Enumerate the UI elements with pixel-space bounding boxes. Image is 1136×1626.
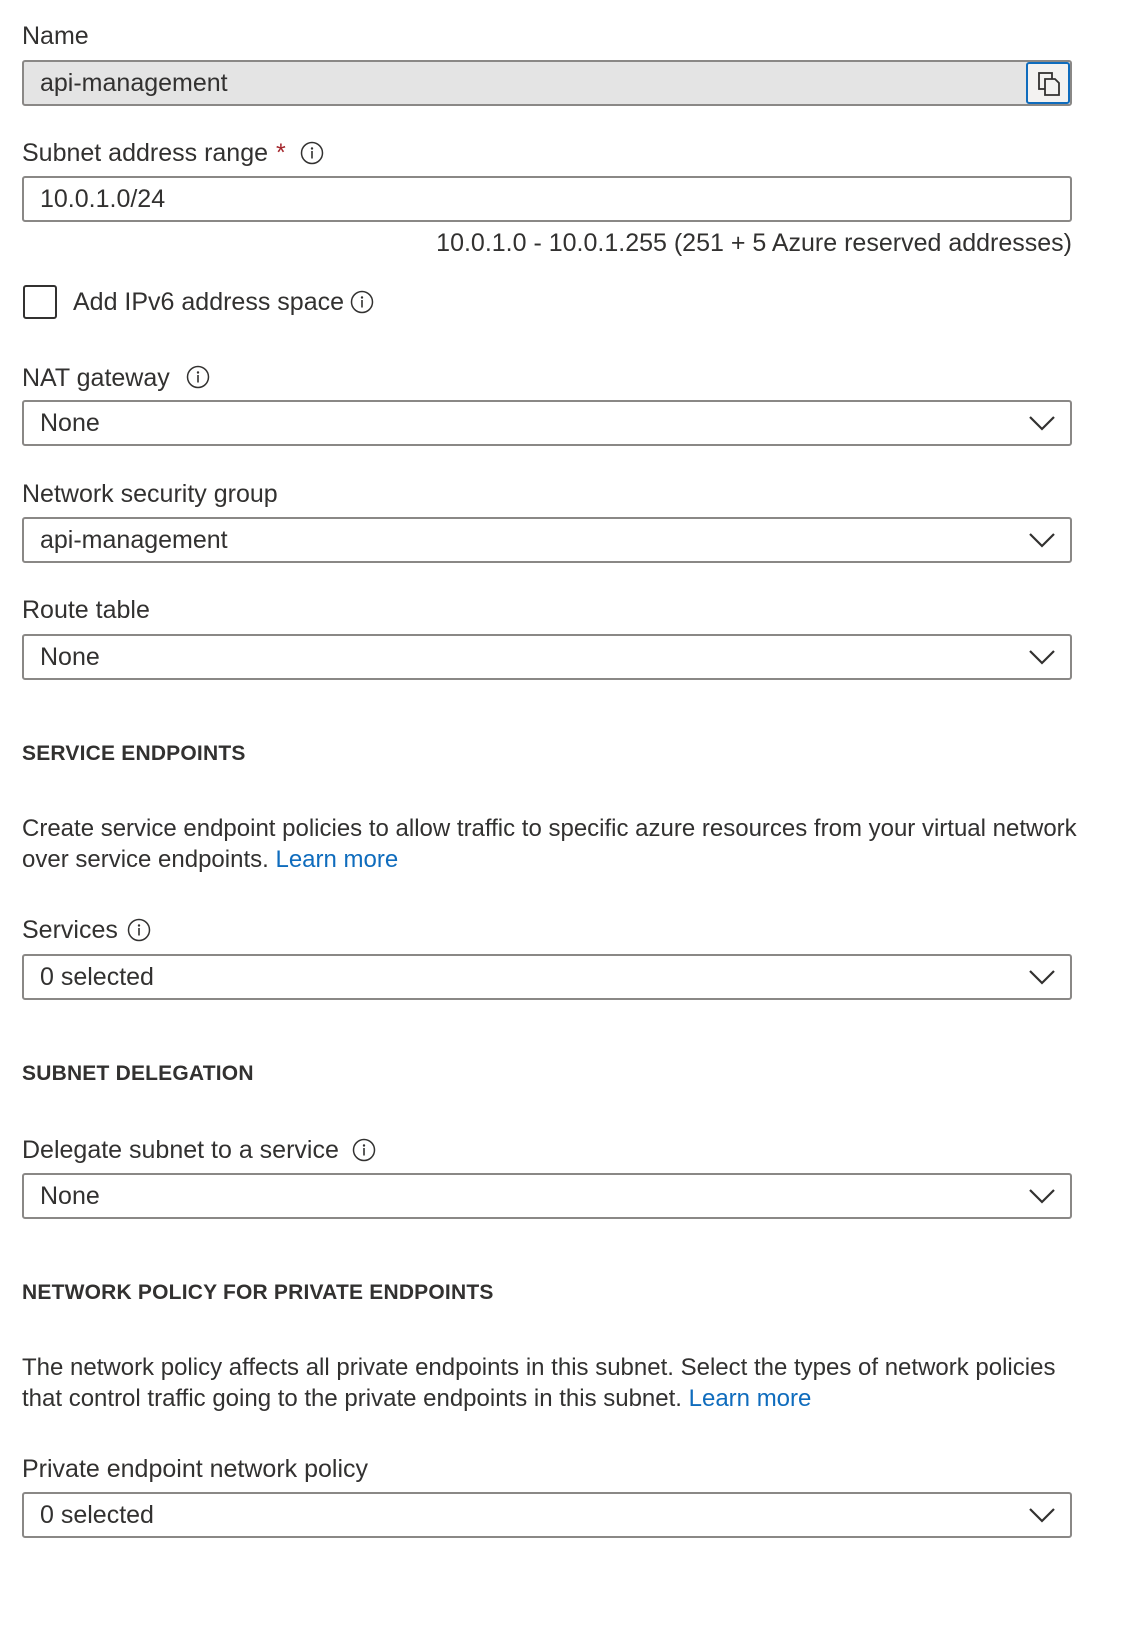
info-icon[interactable] <box>352 1138 376 1162</box>
nat-gateway-value: None <box>40 409 100 437</box>
services-label: Services <box>22 916 118 944</box>
private-endpoints-title: NETWORK POLICY FOR PRIVATE ENDPOINTS <box>22 1281 494 1304</box>
services-dropdown[interactable] <box>22 954 1072 1000</box>
private-endpoints-description <box>22 1352 1102 1414</box>
copy-icon <box>1037 71 1061 97</box>
nsg-dropdown[interactable] <box>22 517 1072 563</box>
info-icon[interactable] <box>127 918 151 942</box>
nsg-label: Network security group <box>22 480 278 508</box>
private-endpoint-policy-label: Private endpoint network policy <box>22 1455 369 1483</box>
route-table-label: Route table <box>22 596 150 624</box>
delegate-subnet-dropdown[interactable] <box>22 1173 1072 1219</box>
nsg-value: api-management <box>40 526 228 554</box>
nat-gateway-dropdown[interactable] <box>22 400 1072 446</box>
nat-gateway-label: NAT gateway <box>22 364 170 392</box>
private-endpoints-description-text: The network policy affects all private endpoints in this subnet. Select the types of network policies that control traffic going to the private endpoints in this subnet. <box>22 1354 1056 1412</box>
required-mark: * <box>276 139 286 167</box>
route-table-value: None <box>40 643 100 671</box>
delegate-subnet-label: Delegate subnet to a service <box>22 1136 339 1164</box>
private-endpoint-policy-value: 0 selected <box>40 1501 154 1529</box>
chevron-down-icon <box>1028 531 1056 549</box>
info-icon[interactable] <box>186 365 210 389</box>
name-label: Name <box>22 22 89 50</box>
services-value: 0 selected <box>40 963 154 991</box>
learn-more-link[interactable]: Learn more <box>275 846 399 873</box>
chevron-down-icon <box>1028 648 1056 666</box>
route-table-dropdown[interactable] <box>22 634 1072 680</box>
ipv6-label: Add IPv6 address space <box>73 288 344 316</box>
subnet-range-label <box>22 138 286 168</box>
service-endpoints-description <box>22 813 1102 875</box>
ipv6-checkbox[interactable] <box>23 285 57 319</box>
chevron-down-icon <box>1028 1187 1056 1205</box>
subnet-delegation-title: SUBNET DELEGATION <box>22 1062 254 1085</box>
info-icon[interactable] <box>350 290 374 314</box>
chevron-down-icon <box>1028 1506 1056 1524</box>
learn-more-link[interactable]: Learn more <box>688 1385 812 1412</box>
chevron-down-icon <box>1028 414 1056 432</box>
subnet-range-input[interactable] <box>22 176 1072 222</box>
delegate-subnet-value: None <box>40 1182 100 1210</box>
service-endpoints-description-text: Create service endpoint policies to allow traffic to specific azure resources from your virtual network over service endpoints. <box>22 815 1077 873</box>
chevron-down-icon <box>1028 968 1056 986</box>
subnet-range-helper: 10.0.1.0 - 10.0.1.255 (251 + 5 Azure reserved addresses) <box>436 229 1072 257</box>
copy-button[interactable] <box>1026 62 1070 104</box>
subnet-range-value: 10.0.1.0/24 <box>40 185 166 213</box>
service-endpoints-title: SERVICE ENDPOINTS <box>22 742 246 765</box>
info-icon[interactable] <box>300 141 324 165</box>
name-value: api-management <box>40 69 228 97</box>
subnet-range-label-text: Subnet address range <box>22 139 269 167</box>
private-endpoint-policy-dropdown[interactable] <box>22 1492 1072 1538</box>
name-field[interactable] <box>22 60 1072 106</box>
